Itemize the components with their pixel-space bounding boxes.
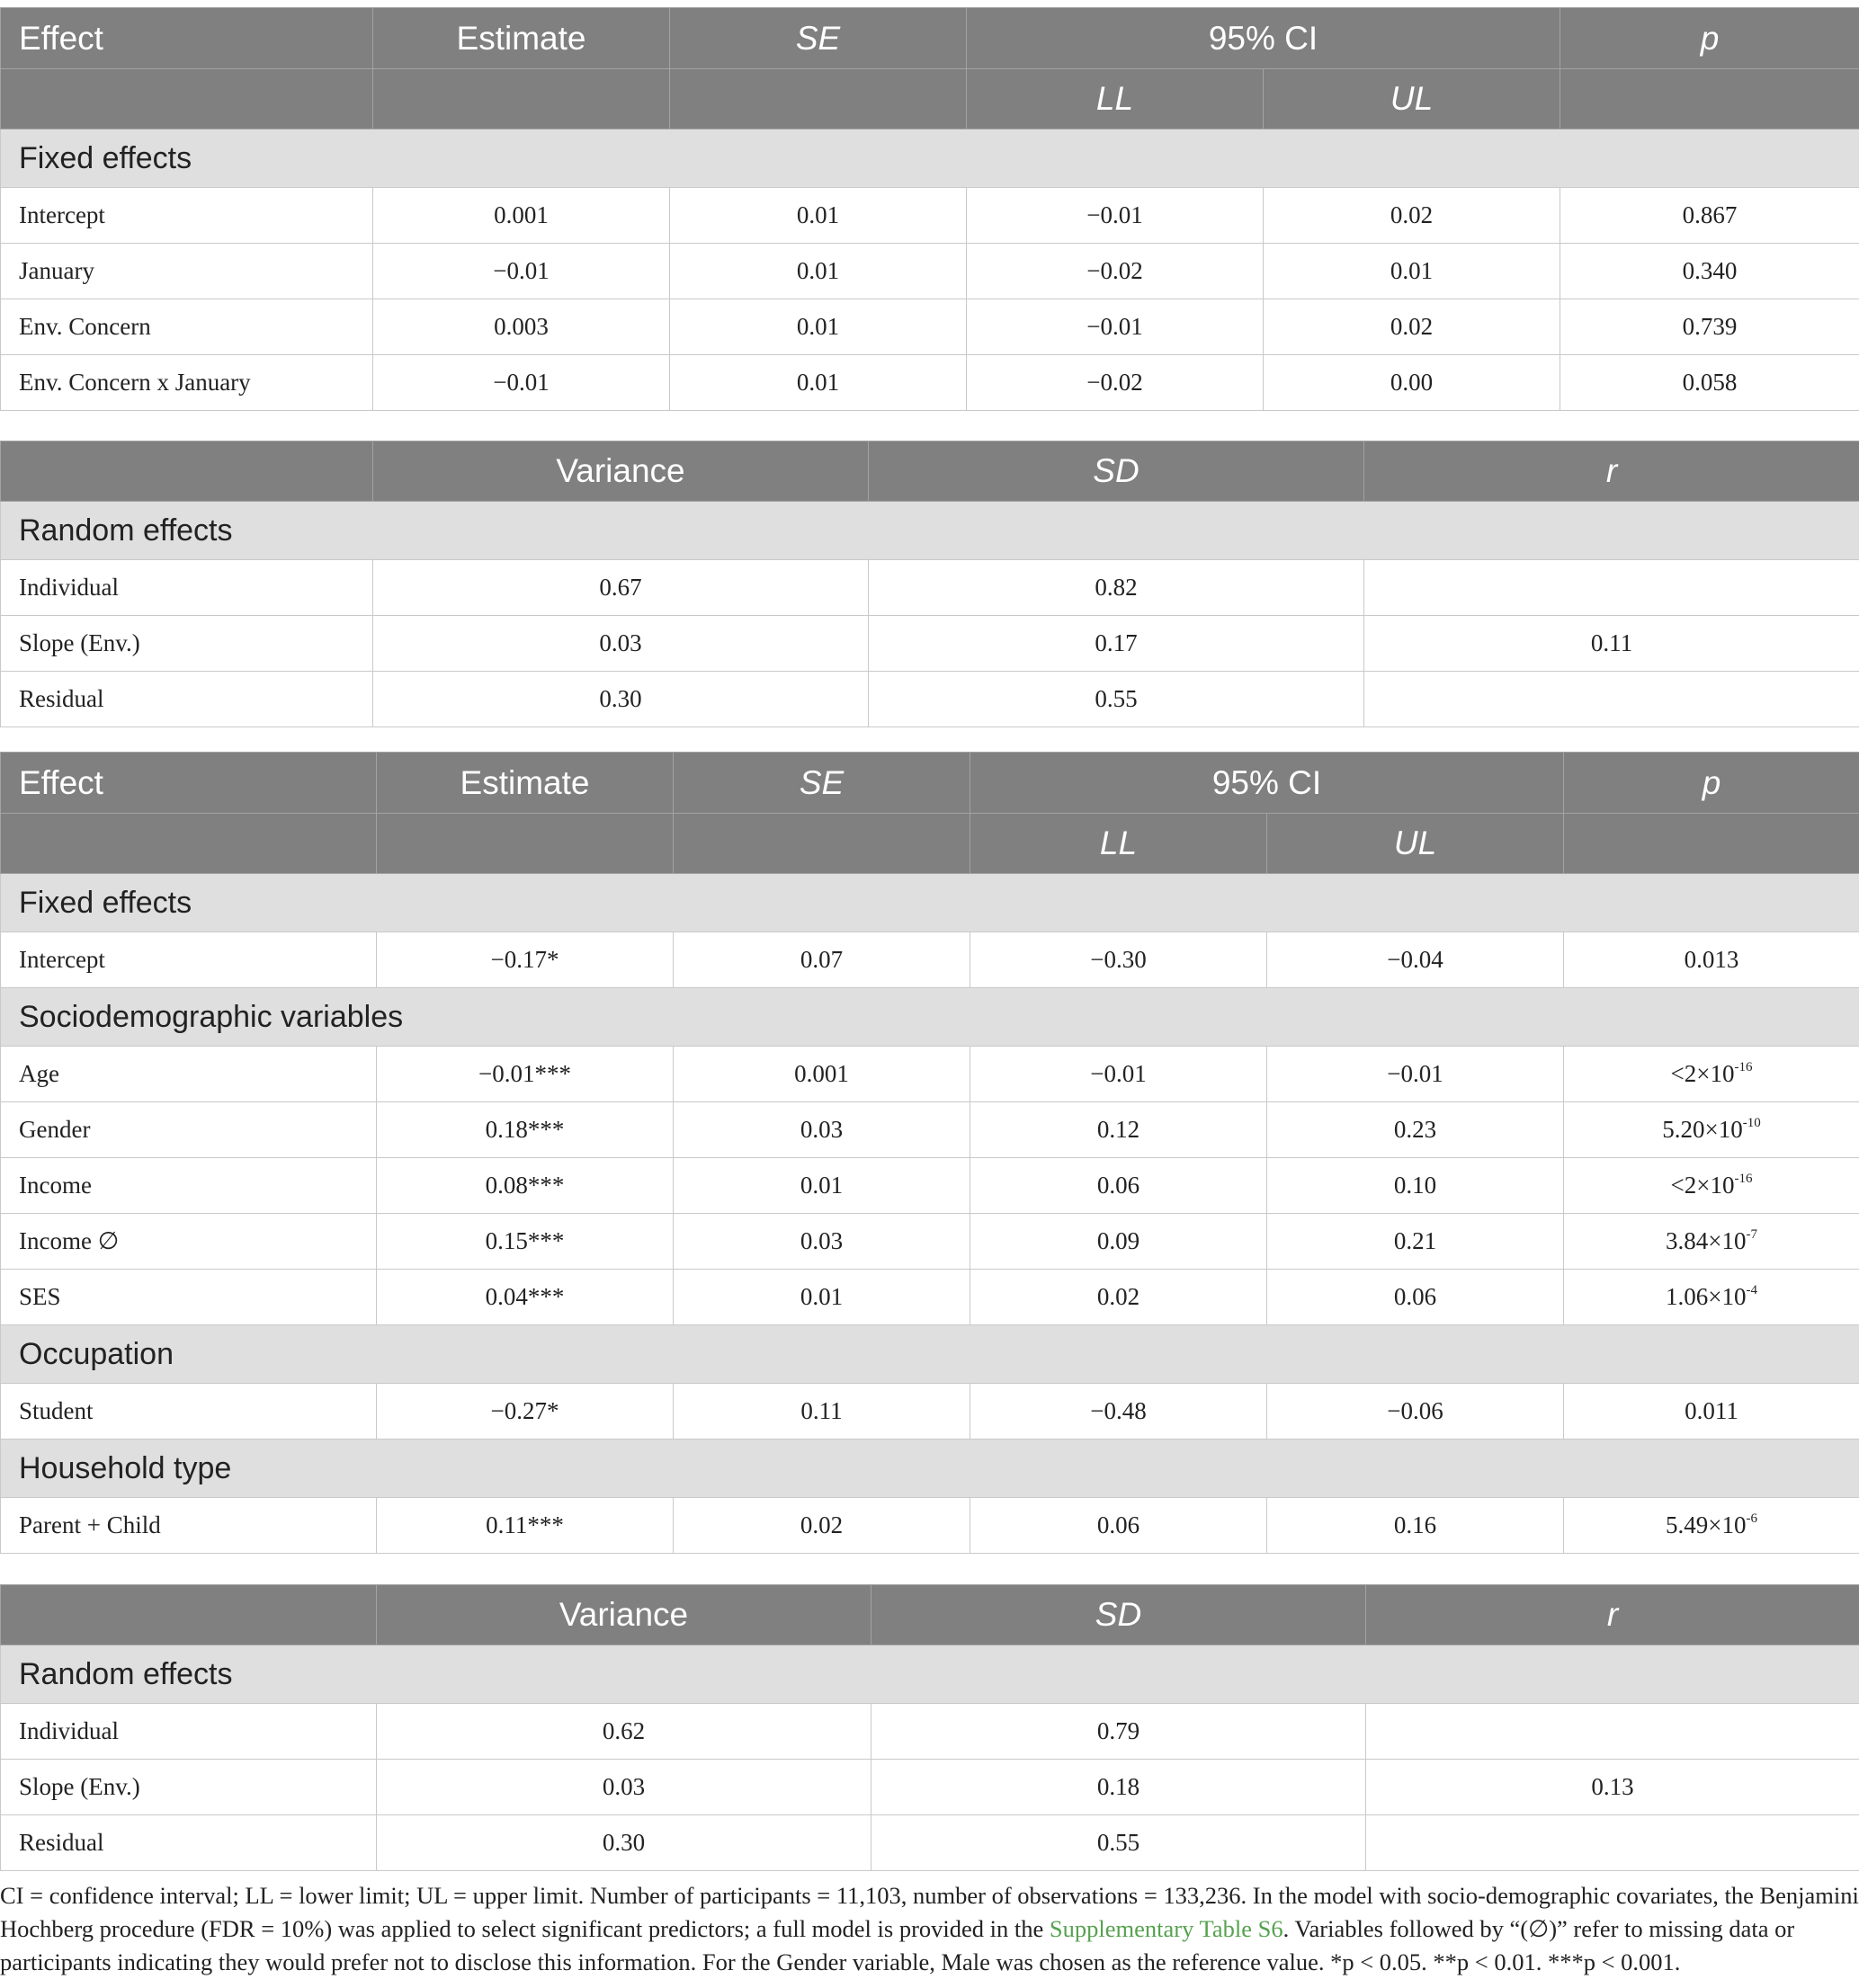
p-cell: [1564, 932, 1859, 988]
col-r: r: [1366, 1585, 1859, 1645]
ll-cell: 0.12: [970, 1102, 1267, 1158]
ll-cell: −0.02: [967, 244, 1264, 299]
estimate-cell: 0.04***: [377, 1270, 674, 1325]
empty-cell: [670, 69, 967, 129]
p-exponent: -10: [1742, 1116, 1761, 1130]
p-cell: 0.867: [1560, 188, 1859, 244]
col-p: p: [1560, 8, 1859, 69]
effect-label: Individual: [1, 1704, 377, 1760]
p-cell: 0.739: [1560, 299, 1859, 355]
ul-cell: 0.00: [1264, 355, 1560, 411]
effect-label: Slope (Env.): [1, 616, 373, 672]
subheader-row: [1, 69, 1859, 129]
p-cell: [1564, 1102, 1859, 1158]
empty-cell: [1, 69, 373, 129]
estimate-cell: 0.001: [373, 188, 670, 244]
sd-cell: 0.55: [869, 672, 1364, 727]
header-row: [1, 8, 1859, 69]
estimate-cell: 0.15***: [377, 1214, 674, 1270]
random-effects-covariates-body: [1, 1704, 1859, 1871]
empty-cell: [1, 814, 377, 874]
ul-cell: −0.04: [1267, 932, 1564, 988]
empty-cell: [377, 814, 674, 874]
subheader-row: [1, 814, 1859, 874]
ul-cell: 0.16: [1267, 1498, 1564, 1554]
r-cell: 0.13: [1366, 1760, 1859, 1815]
estimate-cell: −0.01: [373, 244, 670, 299]
r-cell: [1366, 1704, 1859, 1760]
estimate-cell: −0.01***: [377, 1047, 674, 1102]
table-row: [1, 188, 1859, 244]
ul-cell: 0.02: [1264, 299, 1560, 355]
section-title: Random effects: [1, 502, 1859, 560]
col-effect: Effect: [1, 753, 377, 814]
se-cell: 0.07: [674, 932, 970, 988]
col-sd: SD: [869, 441, 1364, 502]
empty-cell: [1, 1585, 377, 1645]
table-row: [1, 1270, 1859, 1325]
effect-label: Env. Concern: [1, 299, 373, 355]
ll-cell: 0.09: [970, 1214, 1267, 1270]
sd-cell: 0.79: [871, 1704, 1366, 1760]
table-row: [1, 299, 1859, 355]
r-cell: [1366, 1815, 1859, 1871]
p-value: <2×10: [1670, 1060, 1735, 1087]
r-cell: [1364, 560, 1859, 616]
r-cell: [1364, 672, 1859, 727]
col-r: r: [1364, 441, 1859, 502]
col-ci: 95% CI: [967, 8, 1560, 69]
section-row: [1, 1645, 1859, 1704]
p-exponent: -16: [1734, 1060, 1753, 1074]
se-cell: 0.02: [674, 1498, 970, 1554]
col-ll: LL: [970, 814, 1267, 874]
empty-cell: [1564, 814, 1859, 874]
ll-cell: −0.01: [970, 1047, 1267, 1102]
ul-cell: −0.06: [1267, 1384, 1564, 1440]
col-variance: Variance: [377, 1585, 871, 1645]
section-title: Household type: [1, 1440, 1859, 1498]
section-title: Random effects: [1, 1645, 1859, 1704]
p-value: 1.06×10: [1666, 1283, 1747, 1310]
p-exponent: -4: [1746, 1283, 1757, 1297]
sd-cell: 0.55: [871, 1815, 1366, 1871]
effect-label: Env. Concern x January: [1, 355, 373, 411]
table-row: [1, 355, 1859, 411]
effect-label: Intercept: [1, 188, 373, 244]
section-row: [1, 874, 1859, 932]
effect-label: Intercept: [1, 932, 377, 988]
fixed-effects-table: [0, 7, 1859, 411]
p-cell: [1564, 1158, 1859, 1214]
header-row: [1, 441, 1859, 502]
effect-label: Gender: [1, 1102, 377, 1158]
table-row: [1, 1704, 1859, 1760]
fixed-effects-table-covariates: [0, 752, 1859, 1554]
table-row: [1, 932, 1859, 988]
col-se: SE: [674, 753, 970, 814]
ll-cell: −0.30: [970, 932, 1267, 988]
variance-cell: 0.03: [373, 616, 869, 672]
col-ul: UL: [1267, 814, 1564, 874]
col-sd: SD: [871, 1585, 1366, 1645]
table-row: [1, 1047, 1859, 1102]
estimate-cell: 0.11***: [377, 1498, 674, 1554]
se-cell: 0.001: [674, 1047, 970, 1102]
se-cell: 0.01: [670, 355, 967, 411]
table-row: [1, 1158, 1859, 1214]
table-footnote: [0, 1879, 1859, 1979]
p-cell: [1564, 1384, 1859, 1440]
random-effects-table-covariates: [0, 1584, 1859, 1871]
p-cell: [1564, 1047, 1859, 1102]
p-cell: [1564, 1498, 1859, 1554]
effect-label: Residual: [1, 1815, 377, 1871]
se-cell: 0.03: [674, 1102, 970, 1158]
empty-cell: [1560, 69, 1859, 129]
estimate-cell: 0.08***: [377, 1158, 674, 1214]
section-title: Occupation: [1, 1325, 1859, 1384]
table-row: [1, 1498, 1859, 1554]
p-cell: [1564, 1214, 1859, 1270]
section-row: [1, 129, 1859, 188]
header-row: [1, 1585, 1859, 1645]
p-cell: 0.340: [1560, 244, 1859, 299]
ll-cell: −0.01: [967, 299, 1264, 355]
se-cell: 0.01: [670, 299, 967, 355]
r-cell: 0.11: [1364, 616, 1859, 672]
p-exponent: -16: [1734, 1172, 1753, 1186]
col-ci: 95% CI: [970, 753, 1564, 814]
effect-label: Income: [1, 1158, 377, 1214]
section-title: Fixed effects: [1, 874, 1859, 932]
fixed-effects-covariates-body: [1, 874, 1859, 1554]
section-row: [1, 1440, 1859, 1498]
p-value: 5.49×10: [1666, 1511, 1747, 1538]
supplementary-table-link[interactable]: Supplementary Table S6: [1049, 1915, 1283, 1942]
ul-cell: 0.21: [1267, 1214, 1564, 1270]
table-row: [1, 672, 1859, 727]
section-row: [1, 1325, 1859, 1384]
ul-cell: 0.10: [1267, 1158, 1564, 1214]
effect-label: Age: [1, 1047, 377, 1102]
col-ul: UL: [1264, 69, 1560, 129]
variance-cell: 0.03: [377, 1760, 871, 1815]
table-row: [1, 244, 1859, 299]
footnote-text-end: . Variables followed by “(∅)” refer to missing data or participants indicating they would prefer not to disclose this information. For the Gender variable, Male was chosen as the reference value. *p < 0.05. **p < 0.01. ***p < 0.001.: [0, 1915, 1795, 1975]
p-value: <2×10: [1670, 1172, 1735, 1199]
empty-cell: [1, 441, 373, 502]
variance-cell: 0.30: [377, 1815, 871, 1871]
p-cell: [1564, 1270, 1859, 1325]
sd-cell: 0.17: [869, 616, 1364, 672]
variance-cell: 0.67: [373, 560, 869, 616]
fixed-effects-body: [1, 188, 1859, 411]
estimate-cell: −0.27*: [377, 1384, 674, 1440]
se-cell: 0.11: [674, 1384, 970, 1440]
se-cell: 0.03: [674, 1214, 970, 1270]
effect-label: Student: [1, 1384, 377, 1440]
table-row: [1, 1815, 1859, 1871]
ul-cell: 0.02: [1264, 188, 1560, 244]
col-p: p: [1564, 753, 1859, 814]
effect-label: Parent + Child: [1, 1498, 377, 1554]
p-value: 0.013: [1684, 946, 1739, 973]
p-value: 0.011: [1685, 1397, 1738, 1424]
variance-cell: 0.30: [373, 672, 869, 727]
empty-cell: [674, 814, 970, 874]
empty-cell: [373, 69, 670, 129]
ul-cell: −0.01: [1267, 1047, 1564, 1102]
sd-cell: 0.18: [871, 1760, 1366, 1815]
p-value: 5.20×10: [1662, 1116, 1743, 1143]
header-row: [1, 753, 1859, 814]
section-row: [1, 988, 1859, 1047]
table-row: [1, 1214, 1859, 1270]
effect-label: Individual: [1, 560, 373, 616]
sd-cell: 0.82: [869, 560, 1364, 616]
ll-cell: 0.06: [970, 1158, 1267, 1214]
table-row: [1, 1384, 1859, 1440]
random-effects-body: [1, 560, 1859, 727]
col-variance: Variance: [373, 441, 869, 502]
section-row: [1, 502, 1859, 560]
table-row: [1, 616, 1859, 672]
table-row: [1, 1760, 1859, 1815]
footnote-text: CI = confidence interval; LL = lower limit; UL = upper limit. Number of participants = 11,103, number of observations = 133,236. In the model with socio-demographic covariates, the Benjamini Hochberg procedure (FDR = 10%) was applied to select significant predictors; a full model is provided in the: [0, 1882, 1859, 1942]
ul-cell: 0.01: [1264, 244, 1560, 299]
ll-cell: −0.01: [967, 188, 1264, 244]
ll-cell: 0.06: [970, 1498, 1267, 1554]
p-value: 3.84×10: [1666, 1227, 1747, 1254]
estimate-cell: 0.003: [373, 299, 670, 355]
col-ll: LL: [967, 69, 1264, 129]
p-cell: 0.058: [1560, 355, 1859, 411]
col-effect: Effect: [1, 8, 373, 69]
col-estimate: Estimate: [373, 8, 670, 69]
se-cell: 0.01: [674, 1158, 970, 1214]
ul-cell: 0.23: [1267, 1102, 1564, 1158]
estimate-cell: −0.17*: [377, 932, 674, 988]
variance-cell: 0.62: [377, 1704, 871, 1760]
ll-cell: −0.02: [967, 355, 1264, 411]
se-cell: 0.01: [670, 244, 967, 299]
effect-label: Income ∅: [1, 1214, 377, 1270]
col-estimate: Estimate: [377, 753, 674, 814]
ll-cell: 0.02: [970, 1270, 1267, 1325]
table-row: [1, 1102, 1859, 1158]
estimate-cell: 0.18***: [377, 1102, 674, 1158]
se-cell: 0.01: [674, 1270, 970, 1325]
effect-label: SES: [1, 1270, 377, 1325]
estimate-cell: −0.01: [373, 355, 670, 411]
col-se: SE: [670, 8, 967, 69]
section-title: Sociodemographic variables: [1, 988, 1859, 1047]
effect-label: January: [1, 244, 373, 299]
ul-cell: 0.06: [1267, 1270, 1564, 1325]
section-title: Fixed effects: [1, 129, 1859, 188]
table-row: [1, 560, 1859, 616]
se-cell: 0.01: [670, 188, 967, 244]
effect-label: Residual: [1, 672, 373, 727]
ll-cell: −0.48: [970, 1384, 1267, 1440]
effect-label: Slope (Env.): [1, 1760, 377, 1815]
p-exponent: -6: [1746, 1511, 1757, 1526]
p-exponent: -7: [1746, 1227, 1757, 1242]
random-effects-table: [0, 441, 1859, 727]
